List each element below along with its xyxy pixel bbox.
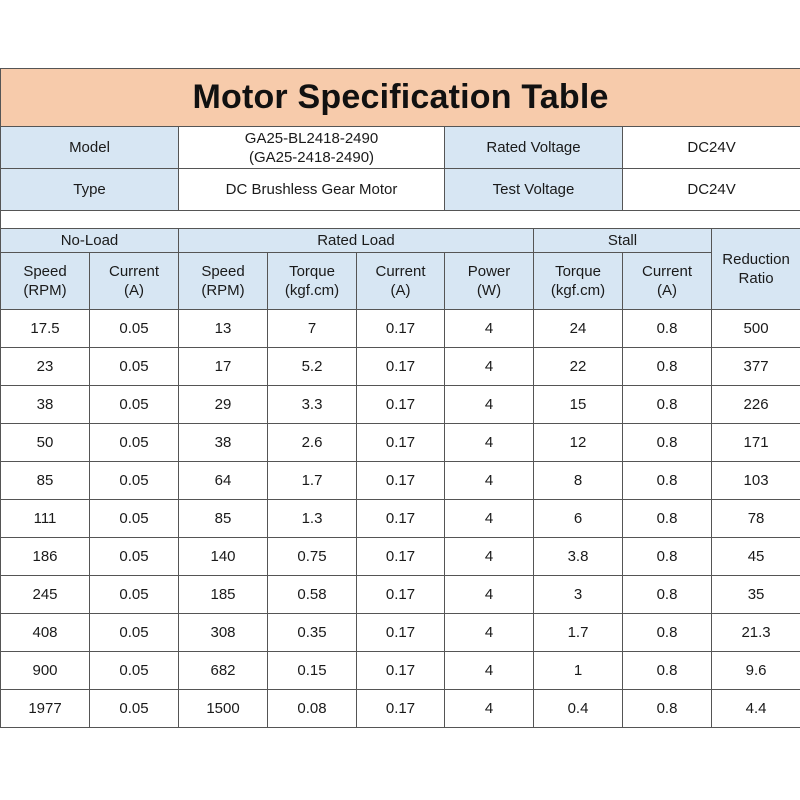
table-cell: 4 [445, 614, 534, 652]
table-cell: 171 [712, 424, 800, 462]
reduction-ratio-line-2: Ratio [738, 270, 774, 287]
type-label: Type [1, 169, 179, 211]
column-header-line: (RPM) [201, 282, 245, 299]
table-cell: 1.3 [268, 500, 357, 538]
table-cell: 15 [534, 386, 623, 424]
table-cell: 185 [179, 576, 268, 614]
column-header-line: Torque [289, 263, 335, 280]
table-cell: 408 [1, 614, 90, 652]
table-cell: 2.6 [268, 424, 357, 462]
rated-voltage-label: Rated Voltage [445, 127, 623, 169]
table-cell: 35 [712, 576, 800, 614]
column-header-line: (kgf.cm) [550, 282, 606, 299]
table-cell: 23 [1, 348, 90, 386]
table-cell: 85 [179, 500, 268, 538]
table-cell: 0.8 [623, 462, 712, 500]
table-cell: 0.17 [357, 386, 445, 424]
type-value: DC Brushless Gear Motor [179, 169, 445, 211]
table-cell: 17.5 [1, 310, 90, 348]
table-row [1, 538, 800, 576]
table-cell: 0.8 [623, 652, 712, 690]
table-cell: 0.35 [268, 614, 357, 652]
table-cell: 8 [534, 462, 623, 500]
test-voltage-value: DC24V [623, 169, 800, 211]
table-row [1, 424, 800, 462]
column-header-line: (kgf.cm) [284, 282, 340, 299]
table-cell: 1500 [179, 690, 268, 728]
table-cell: 0.17 [357, 690, 445, 728]
table-cell: 377 [712, 348, 800, 386]
table-cell: 5.2 [268, 348, 357, 386]
table-cell: 682 [179, 652, 268, 690]
spacer-row [1, 211, 800, 229]
table-cell: 50 [1, 424, 90, 462]
table-cell: 0.05 [90, 690, 179, 728]
table-cell: 0.75 [268, 538, 357, 576]
column-header-line: (A) [390, 282, 411, 299]
model-label: Model [1, 127, 179, 169]
table-cell: 0.05 [90, 538, 179, 576]
table-cell: 4 [445, 690, 534, 728]
table-cell: 500 [712, 310, 800, 348]
table-cell: 4 [445, 424, 534, 462]
table-cell: 0.17 [357, 424, 445, 462]
table-cell: 0.05 [90, 500, 179, 538]
column-header [179, 253, 268, 310]
column-header-line: Speed [23, 263, 67, 280]
column-header-line: (A) [657, 282, 677, 299]
table-cell: 4 [445, 386, 534, 424]
table-cell: 3 [534, 576, 623, 614]
column-header [1, 253, 90, 310]
table-title: Motor Specification Table [1, 69, 800, 127]
table-cell: 0.05 [90, 424, 179, 462]
table-cell: 226 [712, 386, 800, 424]
table-cell: 4 [445, 652, 534, 690]
table-cell: 245 [1, 576, 90, 614]
table-row [1, 652, 800, 690]
table-cell: 29 [179, 386, 268, 424]
table-cell: 1 [534, 652, 623, 690]
table-cell: 0.17 [357, 348, 445, 386]
table-cell: 186 [1, 538, 90, 576]
table-cell: 45 [712, 538, 800, 576]
table-cell: 0.17 [357, 652, 445, 690]
table-cell: 0.8 [623, 690, 712, 728]
table-cell: 0.05 [90, 386, 179, 424]
table-cell: 0.15 [268, 652, 357, 690]
table-cell: 4 [445, 538, 534, 576]
table-row [1, 576, 800, 614]
column-header-line: Current [108, 263, 160, 280]
table-cell: 0.05 [90, 652, 179, 690]
column-header-line: Current [375, 263, 426, 280]
table-cell: 6 [534, 500, 623, 538]
table-cell: 12 [534, 424, 623, 462]
table-cell: 64 [179, 462, 268, 500]
rated-voltage-value: DC24V [623, 127, 800, 169]
table-cell: 4.4 [712, 690, 800, 728]
table-cell: 0.08 [268, 690, 357, 728]
column-header-line: Torque [555, 263, 601, 280]
table-cell: 24 [534, 310, 623, 348]
table-cell: 22 [534, 348, 623, 386]
table-cell: 0.17 [357, 500, 445, 538]
column-header-line: Speed [201, 263, 245, 280]
table-cell: 0.05 [90, 310, 179, 348]
table-cell: 0.4 [534, 690, 623, 728]
table-cell: 0.8 [623, 576, 712, 614]
table-cell: 0.17 [357, 538, 445, 576]
table-cell: 78 [712, 500, 800, 538]
table-cell: 1977 [1, 690, 90, 728]
column-header-line: Current [641, 263, 693, 280]
table-cell: 0.05 [90, 614, 179, 652]
table-cell: 1.7 [534, 614, 623, 652]
table-cell: 21.3 [712, 614, 800, 652]
table-cell: 111 [1, 500, 90, 538]
table-cell: 308 [179, 614, 268, 652]
table-cell: 85 [1, 462, 90, 500]
reduction-ratio-header [712, 229, 800, 310]
reduction-ratio-line-1: Reduction [722, 251, 790, 268]
model-value-line-2: (GA25-2418-2490) [248, 148, 375, 166]
test-voltage-label: Test Voltage [445, 169, 623, 211]
table-row [1, 614, 800, 652]
column-header [623, 253, 712, 310]
table-cell: 38 [179, 424, 268, 462]
column-header-line: Power [467, 263, 511, 280]
column-header [268, 253, 357, 310]
column-header-line: (RPM) [23, 282, 67, 299]
column-header [357, 253, 445, 310]
table-row [1, 310, 800, 348]
column-header-line: (A) [124, 282, 144, 299]
table-cell: 103 [712, 462, 800, 500]
table-cell: 4 [445, 500, 534, 538]
table-cell: 0.05 [90, 348, 179, 386]
table-cell: 4 [445, 310, 534, 348]
model-value [179, 127, 445, 169]
table-cell: 3.8 [534, 538, 623, 576]
table-cell: 0.8 [623, 614, 712, 652]
table-cell: 0.8 [623, 348, 712, 386]
table-cell: 0.8 [623, 538, 712, 576]
table-cell: 0.05 [90, 462, 179, 500]
table-cell: 9.6 [712, 652, 800, 690]
model-value-line-1: GA25-BL2418-2490 [244, 129, 379, 147]
table-cell: 4 [445, 576, 534, 614]
table-cell: 7 [268, 310, 357, 348]
table-row [1, 690, 800, 728]
table-cell: 0.58 [268, 576, 357, 614]
group-stall: Stall [534, 229, 712, 253]
table-cell: 38 [1, 386, 90, 424]
column-header [90, 253, 179, 310]
table-cell: 1.7 [268, 462, 357, 500]
spec-table [0, 68, 800, 728]
column-header [534, 253, 623, 310]
column-header [445, 253, 534, 310]
table-cell: 0.8 [623, 310, 712, 348]
table-cell: 0.17 [357, 614, 445, 652]
table-cell: 0.8 [623, 386, 712, 424]
table-cell: 140 [179, 538, 268, 576]
table-row [1, 386, 800, 424]
table-cell: 3.3 [268, 386, 357, 424]
table-cell: 0.17 [357, 576, 445, 614]
table-cell: 4 [445, 462, 534, 500]
table-cell: 17 [179, 348, 268, 386]
table-cell: 0.17 [357, 310, 445, 348]
table-row [1, 348, 800, 386]
table-row [1, 500, 800, 538]
table-cell: 0.8 [623, 424, 712, 462]
table-cell: 4 [445, 348, 534, 386]
group-no-load: No-Load [1, 229, 179, 253]
table-cell: 0.05 [90, 576, 179, 614]
table-cell: 0.17 [357, 462, 445, 500]
table-cell: 13 [179, 310, 268, 348]
column-header-line: (W) [476, 282, 502, 299]
table-row [1, 462, 800, 500]
group-rated-load: Rated Load [179, 229, 534, 253]
table-cell: 900 [1, 652, 90, 690]
table-cell: 0.8 [623, 500, 712, 538]
